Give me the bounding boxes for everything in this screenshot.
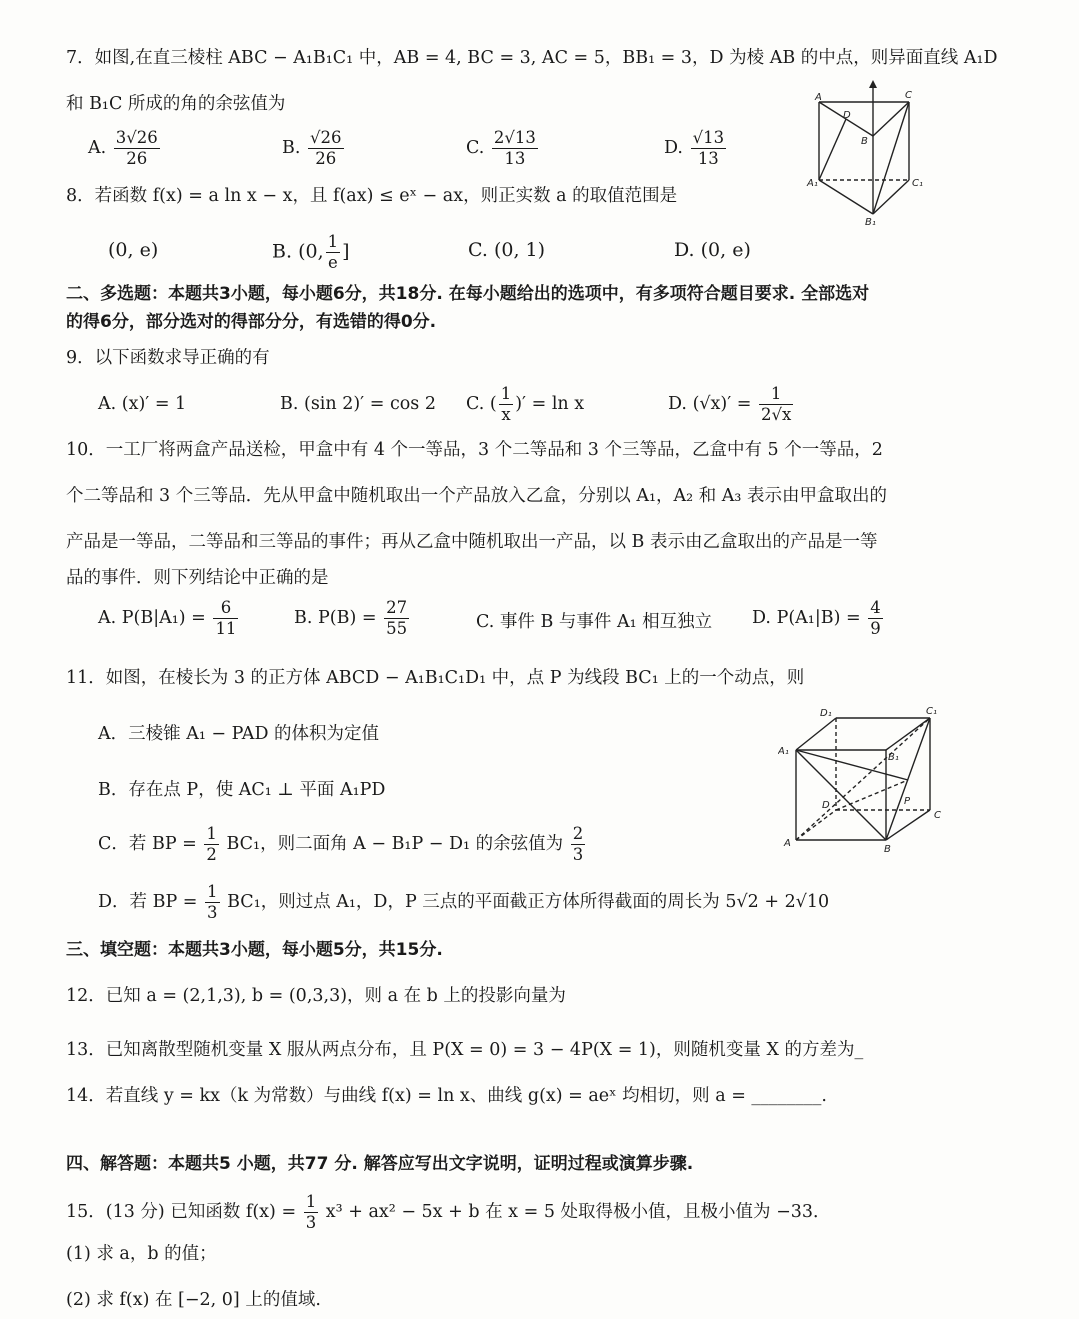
cube-label-c1: C₁ [926, 706, 937, 717]
cube-label-c: C [934, 810, 941, 821]
q8-option-a: (0, e) [108, 239, 159, 261]
q7-option-a: A. $\frac{3√26}{26}$ [88, 128, 158, 168]
q10-option-a: A. P(B|A₁) = $\frac{6}{11}$ [98, 598, 237, 638]
q12-text: 12．已知 a = (2,1,3), b = (0,3,3)，则 a 在 b 上的投影向量为 [66, 986, 566, 1006]
prism-label-c1: C₁ [912, 178, 923, 189]
q8-option-d: D. (0, e) [674, 239, 751, 261]
q7-option-d: D. $\frac{√13}{13}$ [664, 128, 725, 168]
section-4-header: 四、解答题：本题共5 小题，共77 分. 解答应写出文字说明，证明过程或演算步骤. [66, 1154, 694, 1174]
q7-stem-line2: 和 B₁C 所成的角的余弦值为 [66, 94, 286, 114]
q7-stem-line1: 7．如图,在直三棱柱 ABC − A₁B₁C₁ 中，AB = 4, BC = 3, AC = 5，BB₁ = 3，D 为棱 AB 的中点，则异面直线 A₁D [66, 48, 998, 68]
q9-stem: 9．以下函数求导正确的有 [66, 348, 270, 368]
q11-option-c: C．若 BP = $\frac{1}{2}$ BC₁，则二面角 A − B₁P − D₁ 的余弦值为 $\frac{2}{3}$ [98, 824, 584, 864]
q10-option-d: D. P(A₁|B) = $\frac{4}{9}$ [752, 598, 881, 638]
prism-label-c: C [905, 90, 912, 101]
q11-option-a: A．三棱锥 A₁ − PAD 的体积为定值 [98, 724, 380, 744]
q10-option-c: C. 事件 B 与事件 A₁ 相互独立 [476, 612, 713, 632]
q7-option-c: C. $\frac{2√13}{13}$ [466, 128, 536, 168]
prism-label-a: A [815, 92, 822, 103]
q8-option-b: B. (0, $\frac{1}{e}$ ] [272, 232, 350, 272]
prism-label-b1: B₁ [865, 217, 876, 228]
q15-part2: (2) 求 f(x) 在 [−2, 0] 上的值域. [66, 1290, 321, 1310]
section-2-header-line2: 的得6分，部分选对的得部分分，有选错的得0分. [66, 312, 437, 332]
q9-option-b: B. (sin 2)′ = cos 2 [280, 394, 436, 414]
q9-option-d: D. (√x)′ = $\frac{1}{2√x}$ [668, 384, 792, 424]
section-2-header-line1: 二、多选题：本题共3小题，每小题6分，共18分. 在每小题给出的选项中，有多项符合题目要求. 全部选对 [66, 284, 870, 304]
prism-label-d: D [843, 110, 851, 121]
q15-stem: 15．(13 分) 已知函数 f(x) = $\frac{1}{3}$ x³ + ax² − 5x + b 在 x = 5 处取得极小值，且极小值为 −33． [66, 1192, 831, 1232]
q11-option-b: B．存在点 P，使 AC₁ ⊥ 平面 A₁PD [98, 780, 386, 800]
q7-option-b: B. $\frac{√26}{26}$ [282, 128, 342, 168]
q10-stem-line3: 产品是一等品，二等品和三等品的事件；再从乙盒中随机取出一产品，以 B 表示由乙盒取出的产品是一等 [66, 532, 878, 552]
cube-label-p: P [904, 796, 911, 807]
q10-stem-line4: 品的事件．则下列结论中正确的是 [66, 568, 329, 588]
q13-text: 13．已知离散型随机变量 X 服从两点分布，且 P(X = 0) = 3 − 4P(X = 1)，则随机变量 X 的方差为_ [66, 1040, 864, 1060]
cube-label-b: B [884, 844, 891, 855]
cube-label-a: A [784, 838, 791, 849]
q8-stem: 8．若函数 f(x) = a ln x − x，且 f(ax) ≤ eˣ − ax，则正实数 a 的取值范围是 [66, 186, 678, 206]
cube-label-d: D [822, 800, 830, 811]
q8-option-c: C. (0, 1) [468, 239, 546, 261]
cube-label-a1: A₁ [778, 746, 789, 757]
q10-stem-line1: 10．一工厂将两盒产品送检，甲盒中有 4 个一等品，3 个二等品和 3 个三等品，乙盒中有 5 个一等品，2 [66, 440, 883, 460]
section-3-header: 三、填空题：本题共3小题，每小题5分，共15分. [66, 940, 443, 960]
q11-option-d: D．若 BP = $\frac{1}{3}$ BC₁，则过点 A₁，D，P 三点的平面截正方体所得截面的周长为 5√2 + 2√10 [98, 882, 830, 922]
q14-text: 14．若直线 y = kx（k 为常数）与曲线 f(x) = ln x、曲线 g(x) = aeˣ 均相切，则 a = ________. [66, 1086, 827, 1106]
prism-label-b: B [861, 136, 868, 147]
q10-stem-line2: 个二等品和 3 个三等品．先从甲盒中随机取出一个产品放入乙盒，分别以 A₁，A₂ 和 A₃ 表示由甲盒取出的 [66, 486, 887, 506]
cube-label-d1: D₁ [820, 708, 832, 719]
q15-part1: (1) 求 a，b 的值； [66, 1244, 217, 1264]
prism-label-a1: A₁ [807, 178, 818, 189]
q9-option-c: C. ( $\frac{1}{x}$ )′ = ln x [466, 384, 585, 424]
cube-label-b1: B₁ [888, 752, 899, 763]
cube-figure [778, 700, 958, 860]
q10-option-b: B. P(B) = $\frac{27}{55}$ [294, 598, 408, 638]
q11-stem: 11．如图，在棱长为 3 的正方体 ABCD − A₁B₁C₁D₁ 中，点 P 为线段 BC₁ 上的一个动点，则 [66, 668, 805, 688]
q9-option-a: A. (x)′ = 1 [98, 394, 187, 414]
